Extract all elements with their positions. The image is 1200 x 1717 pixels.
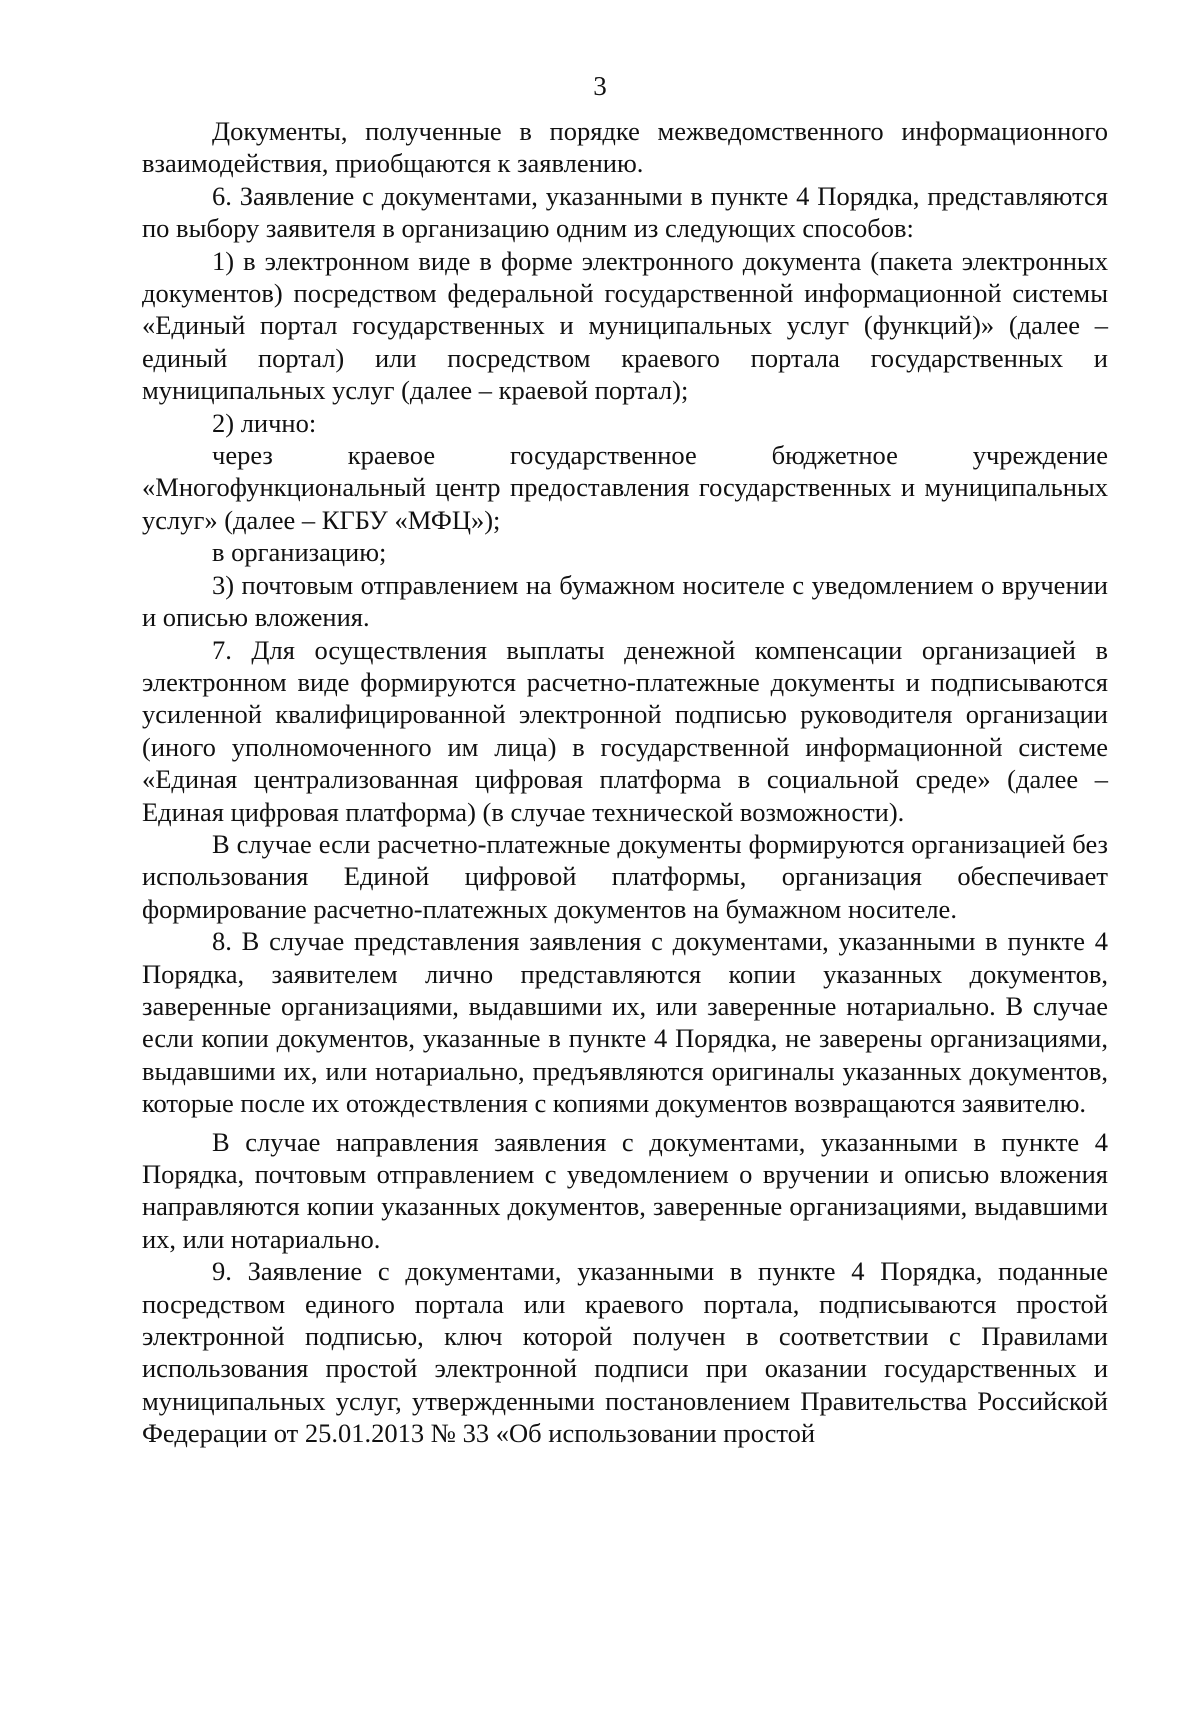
page-number: 3 bbox=[593, 71, 607, 101]
paragraph-interagency-documents: Документы, полученные в порядке межведомственного информационного взаимодействия, приобщаются к заявлению. bbox=[142, 116, 1108, 179]
paragraph-6-1-electronic: 1) в электронном виде в форме электронного документа (пакета электронных документов) посредством федеральной государственной информационной системы «Единый портал государственных и муниципальных услуг (функций)» (далее – единый портал) или посредством краевого портала государственных и муниципальных услуг (далее – краевой портал); bbox=[142, 245, 1108, 406]
paragraph-6-submission-methods: 6. Заявление с документами, указанными в пункте 4 Порядка, представляются по выбору заявителя в организацию одним из следующих способов: bbox=[142, 180, 1108, 244]
paragraph-6-2-to-organization: в организацию; bbox=[212, 537, 387, 568]
paragraph-9-electronic-signature: 9. Заявление с документами, указанными в пункте 4 Порядка, поданные посредством единого портала или краевого портала, подписываются простой электронной подписью, ключ которой получен в соответствии с Правилами использования простой электронной подписи при оказании государственных и муниципальных услуг, утвержденными постановлением Правительства Российской Федерации от 25.01.2013 № 33 «Об использовании простой bbox=[142, 1256, 1108, 1449]
paragraph-6-3-by-mail: 3) почтовым отправлением на бумажном носителе с уведомлением о вручении и описью вложения. bbox=[142, 569, 1108, 633]
document-body bbox=[142, 115, 1108, 1450]
paragraph-6-2-via-mfc: через краевое государственное бюджетное учреждение «Многофункциональный центр предоставления государственных и муниципальных услуг» (далее – КГБУ «МФЦ»); bbox=[142, 440, 1108, 535]
paragraph-7-payment-documents: 7. Для осуществления выплаты денежной компенсации организацией в электронном виде формируются расчетно-платежные документы и подписываются усиленной квалифицированной электронной подписью руководителя организации (иного уполномоченного им лица) в государственной информационной системе «Единая централизованная цифровая платформа в социальной среде» (далее – Единая цифровая платформа) (в случае технической возможности). bbox=[142, 634, 1108, 827]
paragraph-7-paper-documents: В случае если расчетно-платежные документы формируются организацией без использования Единой цифровой платформы, организация обеспечивает формирование расчетно-платежных документов на бумажном носителе. bbox=[142, 828, 1108, 924]
paragraph-8-copies-in-person: 8. В случае представления заявления с документами, указанными в пункте 4 Порядка, заявителем лично представляются копии указанных документов, заверенные организациями, выдавшими их, или заверенные нотариально. В случае если копии документов, указанные в пункте 4 Порядка, не заверены организациями, выдавшими их, или нотариально, предъявляются оригиналы указанных документов, которые после их отождествления с копиями документов возвращаются заявителю. bbox=[142, 926, 1108, 1119]
paragraph-8-copies-by-mail: В случае направления заявления с документами, указанными в пункте 4 Порядка, почтовым отправлением с уведомлением о вручении и описью вложения направляются копии указанных документов, заверенные организациями, выдавшими их, или нотариально. bbox=[142, 1126, 1108, 1254]
paragraph-6-2-in-person: 2) лично: bbox=[212, 407, 317, 438]
